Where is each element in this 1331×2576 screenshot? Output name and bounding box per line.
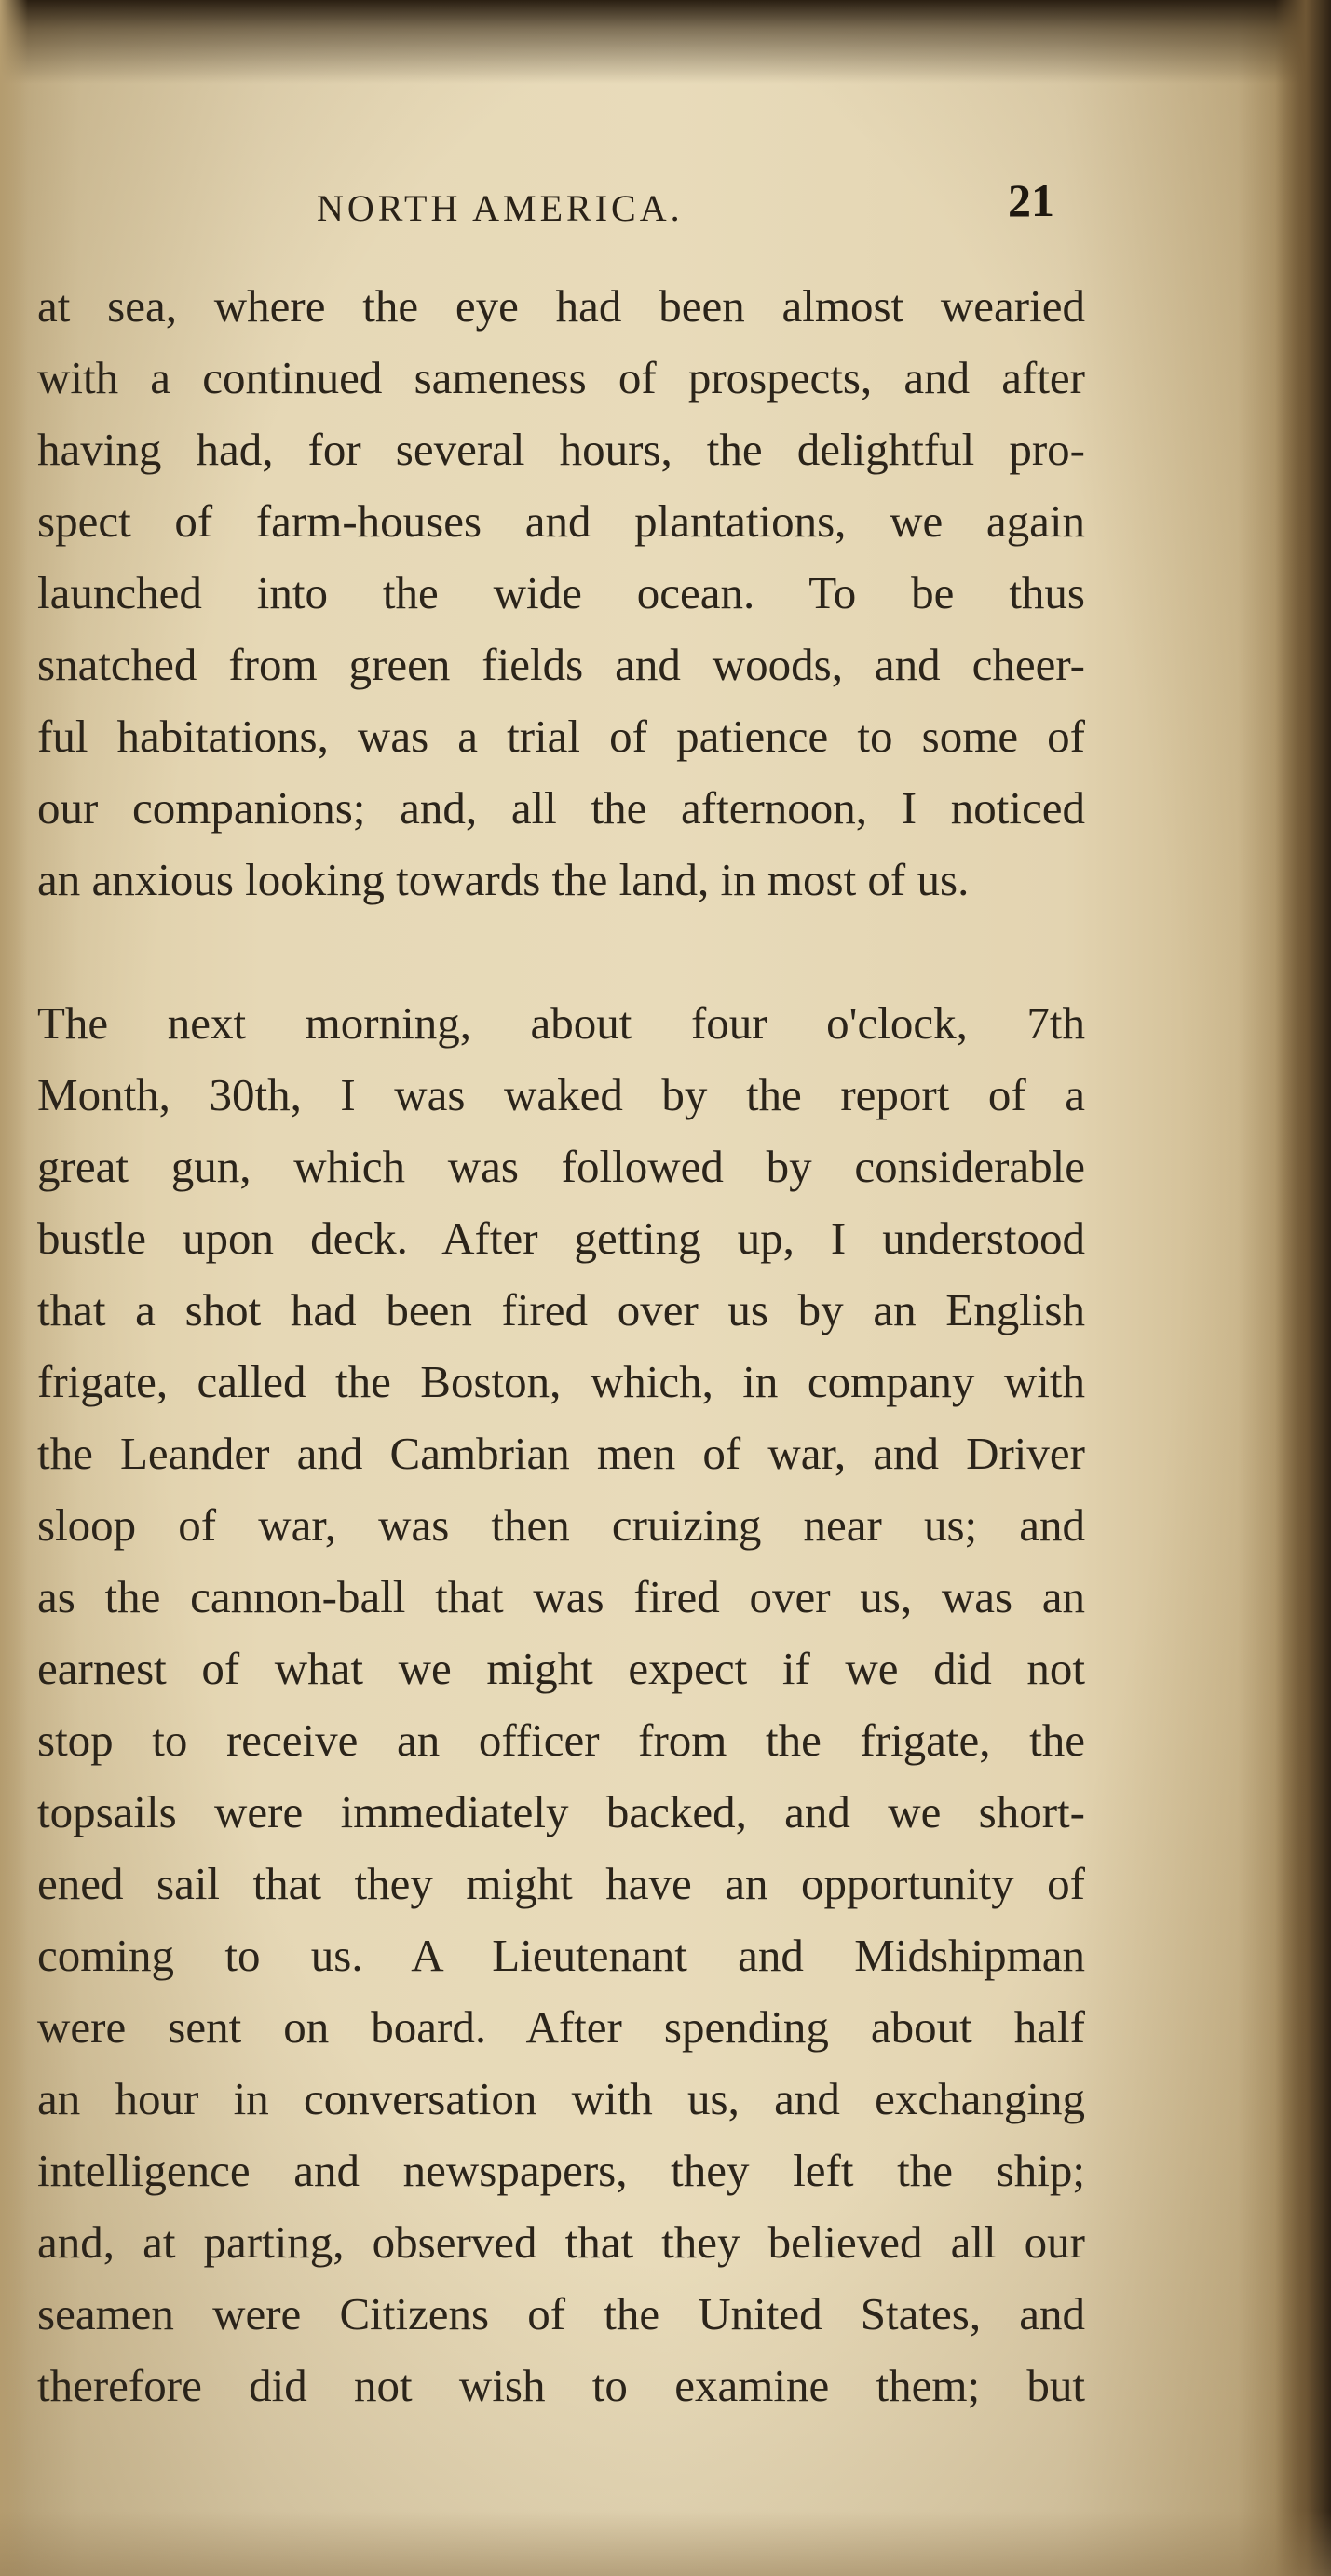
text-line: and, at parting, observed that they believed all our xyxy=(37,2217,1085,2268)
paragraph-2 xyxy=(37,987,1085,2421)
text-line: with a continued sameness of prospects, and after xyxy=(37,352,1085,403)
text-line: seamen were Citizens of the United States, and xyxy=(37,2288,1085,2339)
text-line: stop to receive an officer from the frigate, the xyxy=(37,1715,1085,1766)
text-line: therefore did not wish to examine them; but xyxy=(37,2360,1085,2411)
text-line: The next morning, about four o'clock, 7th xyxy=(37,997,1085,1049)
text-line: ful habitations, was a trial of patience to some of xyxy=(37,711,1085,762)
page-left-edge xyxy=(0,0,28,2576)
page-number: 21 xyxy=(1008,174,1054,226)
text-line: sloop of war, was then cruizing near us; and xyxy=(37,1499,1085,1551)
text-line: snatched from green fields and woods, and cheer- xyxy=(37,639,1085,690)
text-line: coming to us. A Lieutenant and Midshipman xyxy=(37,1930,1085,1981)
page-top-shadow xyxy=(0,0,1331,84)
text-line: Month, 30th, I was waked by the report of a xyxy=(37,1069,1085,1120)
text-line: ened sail that they might have an opportunity of xyxy=(37,1858,1085,1909)
text-line: the Leander and Cambrian men of war, and Driver xyxy=(37,1428,1085,1479)
text-line: earnest of what we might expect if we did not xyxy=(37,1643,1085,1694)
text-line: frigate, called the Boston, which, in company with xyxy=(37,1356,1085,1407)
text-line: bustle upon deck. After getting up, I understood xyxy=(37,1213,1085,1264)
text-line: that a shot had been fired over us by an English xyxy=(37,1284,1085,1335)
text-line: great gun, which was followed by considerable xyxy=(37,1141,1085,1192)
text-line: were sent on board. After spending about half xyxy=(37,2001,1085,2053)
text-line: an anxious looking towards the land, in most of us. xyxy=(37,854,970,905)
text-line: intelligence and newspapers, they left the ship; xyxy=(37,2145,1085,2196)
text-line: an hour in conversation with us, and exchanging xyxy=(37,2073,1085,2124)
text-line: having had, for several hours, the delightful pro- xyxy=(37,424,1085,475)
running-title: NORTH AMERICA. xyxy=(317,187,684,229)
text-line: our companions; and, all the afternoon, I noticed xyxy=(37,782,1085,834)
paragraph-1 xyxy=(37,270,1085,915)
text-line: as the cannon-ball that was fired over us, was an xyxy=(37,1571,1085,1622)
text-line: topsails were immediately backed, and we short- xyxy=(37,1786,1085,1837)
text-line: spect of farm-houses and plantations, we again xyxy=(37,495,1085,547)
page-bottom-shade xyxy=(0,2511,1331,2576)
page-binding-edge xyxy=(1275,0,1331,2576)
text-line: launched into the wide ocean. To be thus xyxy=(37,567,1085,618)
text-line: at sea, where the eye had been almost wearied xyxy=(37,280,1085,332)
